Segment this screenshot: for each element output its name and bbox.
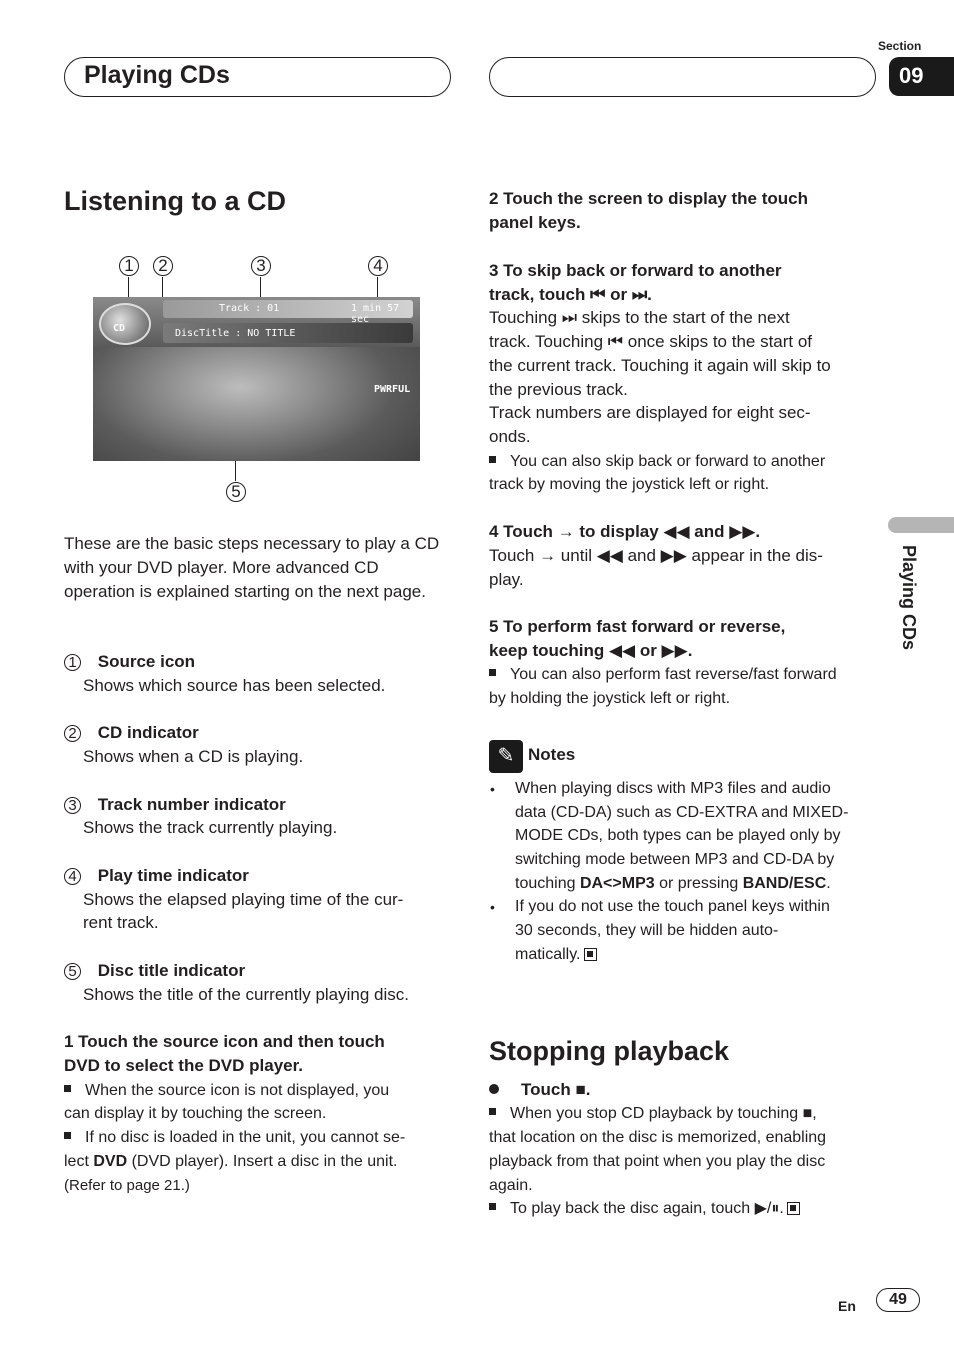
section-number-badge: 09 bbox=[889, 57, 954, 96]
callout-1: 1 bbox=[119, 256, 139, 276]
item-desc: Shows the track currently playing. bbox=[83, 818, 338, 837]
step1-note1-line1: When the source icon is not displayed, you bbox=[64, 1079, 389, 1103]
item-number: 1 bbox=[64, 654, 81, 671]
item-number: 2 bbox=[64, 725, 81, 742]
section-label: Section bbox=[878, 39, 922, 53]
stop-note-line: that location on the disc is memorized, enabling bbox=[489, 1129, 827, 1146]
bullet-square bbox=[489, 1203, 496, 1210]
item-number: 5 bbox=[64, 963, 81, 980]
step1-note2-line3: (Refer to page 21.) bbox=[64, 1177, 190, 1194]
item-cd-indicator bbox=[64, 721, 199, 745]
bullet-dot: • bbox=[490, 899, 495, 915]
step4-body-line2: play. bbox=[489, 570, 524, 589]
callout-3: 3 bbox=[251, 256, 271, 276]
notes-title: Notes bbox=[528, 745, 576, 764]
stop-note-line: again. bbox=[489, 1177, 533, 1194]
item-title: Disc title indicator bbox=[97, 961, 246, 980]
step1-title-line1: 1 Touch the source icon and then touch bbox=[64, 1032, 385, 1051]
sound-mode-text: PWRFUL bbox=[374, 384, 411, 395]
track-number-text: Track : 01 bbox=[219, 303, 280, 314]
item-title: Track number indicator bbox=[97, 795, 286, 814]
step3-body-line: the current track. Touching it again will skip to bbox=[489, 356, 831, 375]
step5-title-line1: 5 To perform fast forward or reverse, bbox=[489, 617, 786, 636]
bullet-circle bbox=[489, 1084, 499, 1094]
page-header-title: Playing CDs bbox=[84, 61, 230, 89]
item-desc: Shows when a CD is playing. bbox=[83, 747, 304, 766]
step1-title-line2: DVD to select the DVD player. bbox=[64, 1056, 304, 1075]
note1-last-line: touching DA<>MP3 or pressing BAND/ESC. bbox=[515, 875, 831, 892]
step3-note-line2: track by moving the joystick left or right. bbox=[489, 476, 770, 493]
bullet-square bbox=[489, 669, 496, 676]
item-desc: Shows which source has been selected. bbox=[83, 676, 386, 695]
cd-screen-illustration bbox=[93, 297, 420, 461]
side-tab-marker bbox=[888, 517, 954, 533]
item-number: 3 bbox=[64, 797, 81, 814]
step2-title-line1: 2 Touch the screen to display the touch bbox=[489, 189, 808, 208]
step5-title-line2: keep touching ◀◀ or ▶▶. bbox=[489, 641, 693, 660]
step5-note-line2: by holding the joystick left or right. bbox=[489, 690, 731, 707]
step3-body-line: the previous track. bbox=[489, 380, 628, 399]
note1-line: switching mode between MP3 and CD-DA by bbox=[515, 851, 835, 868]
step3-body-line: Track numbers are displayed for eight sec- bbox=[489, 403, 811, 422]
item-title: CD indicator bbox=[97, 723, 199, 742]
step2-title-line2: panel keys. bbox=[489, 213, 581, 232]
note1-line: MODE CDs, both types can be played only by bbox=[515, 827, 841, 844]
step3-body-line: onds. bbox=[489, 427, 531, 446]
item-disc-title bbox=[64, 959, 245, 983]
intro-paragraph: These are the basic steps necessary to play a CD with your DVD player. More advanced CD operation is explained starting on the next page. bbox=[64, 534, 440, 601]
note2-line: matically. bbox=[515, 943, 597, 967]
play-time-text: 1 min 57 sec bbox=[351, 303, 400, 325]
bullet-square bbox=[64, 1085, 71, 1092]
heading-listening: Listening to a CD bbox=[64, 186, 286, 216]
stop-step: Touch ■. bbox=[489, 1078, 590, 1102]
stop-note-line: playback from that point when you play the disc bbox=[489, 1153, 826, 1170]
step3-title-line1: 3 To skip back or forward to another bbox=[489, 261, 782, 280]
item-play-time bbox=[64, 864, 249, 888]
end-mark-icon bbox=[787, 1202, 800, 1215]
callout-5: 5 bbox=[226, 482, 246, 502]
step3-note-line1: You can also skip back or forward to another bbox=[489, 450, 825, 474]
cd-indicator-text: CD bbox=[113, 323, 126, 334]
side-tab-label: Playing CDs bbox=[899, 545, 919, 651]
item-title: Source icon bbox=[97, 652, 196, 671]
bullet-square bbox=[489, 456, 496, 463]
note2-line: If you do not use the touch panel keys within bbox=[515, 898, 830, 915]
bullet-dot: • bbox=[490, 781, 495, 797]
item-title: Play time indicator bbox=[97, 866, 249, 885]
step4-body-line1: Touch → until ◀◀ and ▶▶ appear in the dis- bbox=[489, 546, 823, 565]
step4-title: 4 Touch → to display ◀◀ and ▶▶. bbox=[489, 522, 761, 541]
item-desc-line2: rent track. bbox=[83, 913, 159, 932]
step1-note2-line1: If no disc is loaded in the unit, you cannot se- bbox=[64, 1126, 405, 1150]
step3-title-line2: track, touch ⏮ or ⏭. bbox=[489, 285, 652, 304]
language-label: En bbox=[838, 1298, 856, 1314]
page-number: 49 bbox=[876, 1288, 920, 1312]
heading-stopping: Stopping playback bbox=[489, 1036, 730, 1066]
item-number: 4 bbox=[64, 868, 81, 885]
stop-note-line: When you stop CD playback by touching ■, bbox=[489, 1102, 817, 1126]
bullet-square bbox=[489, 1108, 496, 1115]
callout-2: 2 bbox=[153, 256, 173, 276]
note2-line: 30 seconds, they will be hidden auto- bbox=[515, 922, 779, 939]
item-desc-line1: Shows the elapsed playing time of the cur- bbox=[83, 890, 404, 909]
note1-line: When playing discs with MP3 files and audio bbox=[515, 780, 831, 797]
step1-note2-line2: lect DVD (DVD player). Insert a disc in the unit. bbox=[64, 1153, 398, 1170]
disc-title-text: DiscTitle : NO TITLE bbox=[175, 328, 296, 339]
item-source-icon bbox=[64, 650, 195, 674]
item-track-number bbox=[64, 793, 286, 817]
note1-line: data (CD-DA) such as CD-EXTRA and MIXED- bbox=[515, 804, 849, 821]
step5-note-line1: You can also perform fast reverse/fast forward bbox=[489, 663, 837, 687]
end-mark-icon bbox=[584, 948, 597, 961]
header-empty-frame bbox=[489, 57, 876, 97]
stop-note2: To play back the disc again, touch ▶/⏸. bbox=[489, 1197, 800, 1221]
step1-note1-line2: can display it by touching the screen. bbox=[64, 1105, 327, 1122]
callout-4: 4 bbox=[368, 256, 388, 276]
step3-body-line: Touching ⏭ skips to the start of the next bbox=[489, 308, 790, 327]
step3-body-line: track. Touching ⏮ once skips to the start of bbox=[489, 332, 813, 351]
notes-pencil-icon: ✎ bbox=[489, 740, 523, 773]
bullet-square bbox=[64, 1132, 71, 1139]
item-desc: Shows the title of the currently playing disc. bbox=[83, 985, 409, 1004]
